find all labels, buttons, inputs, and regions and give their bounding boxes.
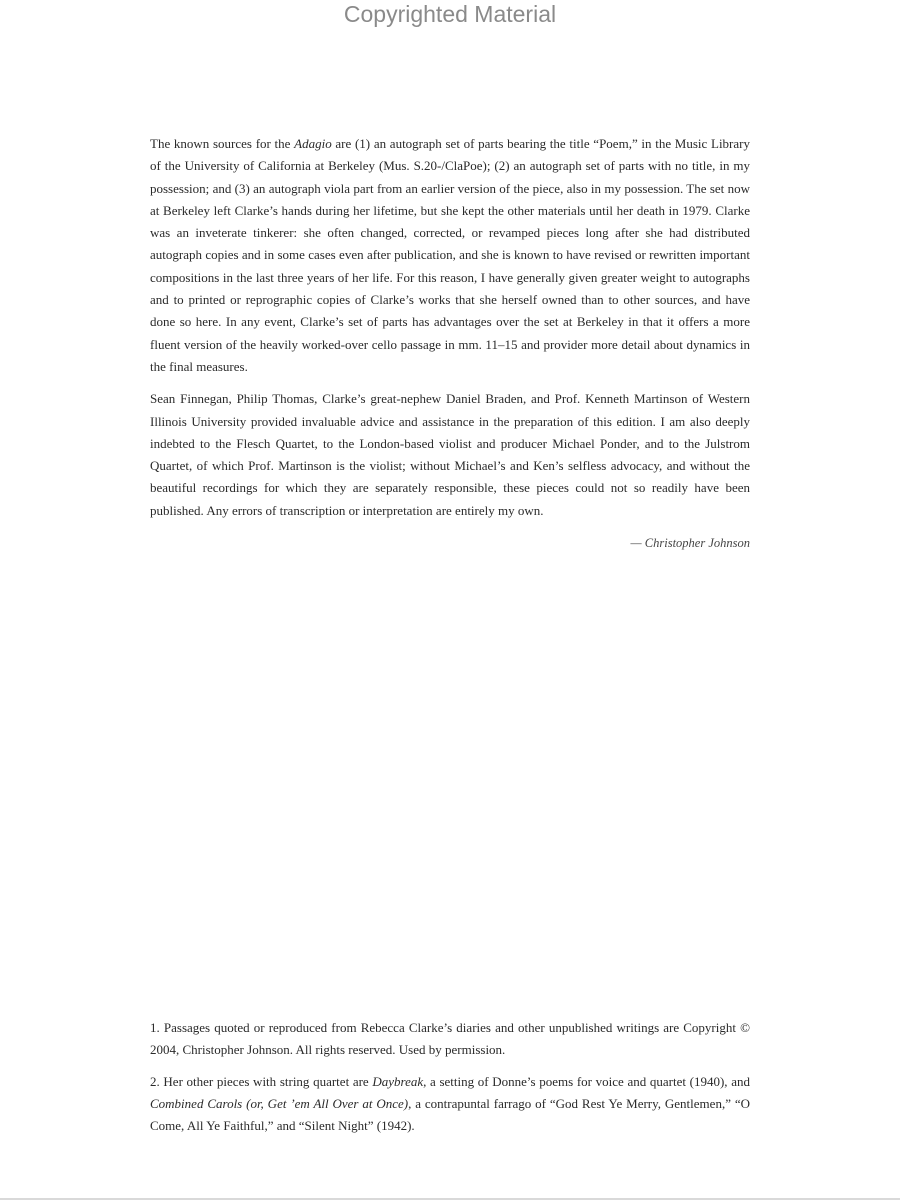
daybreak-title: Daybreak <box>372 1073 424 1089</box>
footnotes <box>150 1017 750 1146</box>
footnote-2-text-2: , a setting of Donne’s poems for voice and quartet (1940), and <box>423 1073 750 1089</box>
paragraph-acknowledgements: Sean Finnegan, Philip Thomas, Clarke’s great-nephew Daniel Braden, and Prof. Kenneth Martinson of Western Illinois University provided invaluable advice and assistance in the preparation of this edition. I am also deeply indebted to the Flesch Quartet, to the London-based violist and producer Michael Ponder, and to the Julstrom Quartet, of which Prof. Martinson is the violist; without Michael’s and Ken’s selfless advocacy, and without the beautiful recordings for which they are separately responsible, these pieces could not so readily have been published. Any errors of transcription or interpretation are entirely my own. <box>150 391 750 518</box>
paragraph-sources-text-2: are (1) an autograph set of parts bearing the title “Poem,” in the Music Library of the University of California at Berkeley (Mus. S.20-/ClaPoe); (2) an autograph set of parts with no title, in my possession; and (3) an autograph viola part from an earlier version of the piece, also in my possession. The set now at Berkeley left Clarke’s hands during her lifetime, but she kept the other materials until her death in 1979. Clarke was an inveterate tinkerer: she often changed, corrected, or revamped pieces long after she had distributed autograph copies and in some cases even after publication, and she is known to have revised or rewritten important compositions in the last three years of her life. For this reason, I have generally given greater weight to autographs and to printed or reprographic copies of Clarke’s works that she herself owned than to other sources, and have done so here. In any event, Clarke’s set of parts has advantages over the set at Berkeley in that it offers a more fluent version of the heavily worked-over cello passage in mm. 11–15 and provider more detail about dynamics in the final measures. <box>150 136 750 374</box>
main-text <box>150 133 750 554</box>
adagio-title: Adagio <box>294 136 332 151</box>
footnote-1: 1. Passages quoted or reproduced from Rebecca Clarke’s diaries and other unpublished writings are Copyright © 2004, Christopher Johnson. All rights reserved. Used by permission. <box>150 1020 750 1058</box>
combined-carols-title: Combined Carols (or, Get ’em All Over at Once) <box>150 1095 409 1111</box>
footnote-2 <box>150 1071 750 1138</box>
paragraph-sources <box>150 133 750 378</box>
paragraph-sources-text-1: The known sources for the <box>150 136 295 151</box>
footnote-2-text-1: 2. Her other pieces with string quartet are <box>150 1073 373 1089</box>
copyright-watermark: Copyrighted Material <box>343 1 557 27</box>
author-signature: — Christopher Johnson <box>630 536 750 551</box>
footnote-2-text-3: , a contrapuntal farrago of “God Rest Ye Merry, Gentlemen,” “O Come, All Ye Faithful,” and “Silent Night” (1942). <box>150 1095 750 1134</box>
